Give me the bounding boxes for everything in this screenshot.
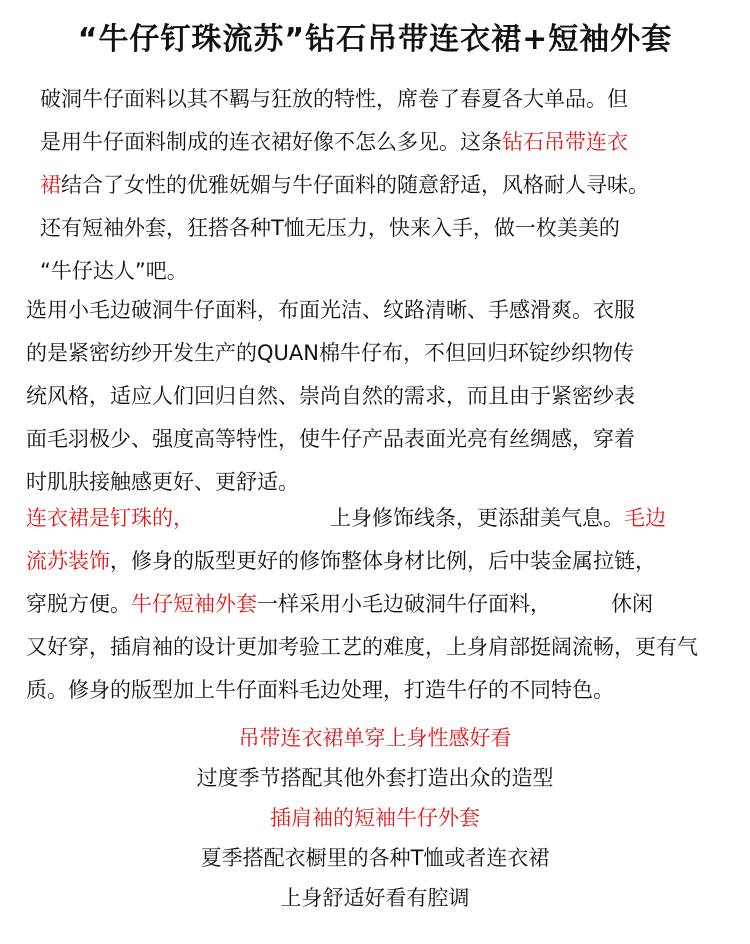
design-line-3 xyxy=(26,583,698,626)
fabric-line-2: 的是紧密纺纱开发生产的QUAN棉牛仔布，不但回归环锭纱织物传 xyxy=(26,341,634,365)
design-line-2 xyxy=(26,540,698,583)
fabric-line-5: 时肌肤接触感更好、更舒适。 xyxy=(26,470,299,494)
intro-line-5: “牛仔达人”吧。 xyxy=(40,259,188,283)
summary-block xyxy=(0,718,750,918)
fabric-line-3: 统风格，适应人们回归自然、崇尚自然的需求，而且由于紧密纱表 xyxy=(26,384,635,408)
design-line-2-highlight: 流苏装饰 xyxy=(26,549,110,573)
summary-line-1: 吊带连衣裙单穿上身性感好看 xyxy=(238,726,512,750)
design-line-5: 质。修身的版型加上牛仔面料毛边处理，打造牛仔的不同特色。 xyxy=(26,678,614,702)
design-line-4: 又好穿，插肩袖的设计更加考验工艺的难度，上身肩部挺阔流畅，更有气 xyxy=(26,635,698,659)
summary-line-3: 插肩袖的短袖牛仔外套 xyxy=(270,806,480,830)
fabric-paragraph xyxy=(26,289,635,504)
intro-line-2-highlight: 钻石吊带连衣 xyxy=(502,130,628,154)
design-line-3-text-c: 休闲 xyxy=(611,592,653,616)
design-line-1 xyxy=(26,497,698,540)
design-paragraph xyxy=(26,497,698,712)
page-title: “牛仔钉珠流苏”钻石吊带连衣裙+短袖外套 xyxy=(77,22,673,57)
intro-line-2-text: 是用牛仔面料制成的连衣裙好像不怎么多见。这条 xyxy=(40,130,502,154)
intro-line-3-text: 结合了女性的优雅妩媚与牛仔面料的随意舒适，风格耐人寻味。 xyxy=(61,173,649,197)
intro-line-1: 破洞牛仔面料以其不羁与狂放的特性，席卷了春夏各大单品。但 xyxy=(40,87,628,111)
summary-line-2: 过度季节搭配其他外套打造出众的造型 xyxy=(196,766,554,790)
design-line-3-text-a: 穿脱方便。 xyxy=(26,592,131,616)
summary-line-5: 上身舒适好看有腔调 xyxy=(280,886,470,910)
intro-line-2 xyxy=(40,121,649,164)
intro-line-4: 还有短袖外套，狂搭各种T恤无压力，快来入手，做一枚美美的 xyxy=(40,216,620,240)
design-line-1-text: 上身修饰线条，更添甜美气息。 xyxy=(330,506,624,530)
intro-paragraph xyxy=(40,78,649,293)
fabric-line-1: 选用小毛边破洞牛仔面料，布面光洁、纹路清晰、手感滑爽。衣服 xyxy=(26,298,635,322)
design-line-3-highlight: 牛仔短袖外套 xyxy=(131,592,257,616)
design-line-2-text: ，修身的版型更好的修饰整体身材比例，后中装金属拉链， xyxy=(110,549,656,573)
fabric-line-4: 面毛羽极少、强度高等特性，使牛仔产品表面光亮有丝绸感，穿着 xyxy=(26,427,635,451)
design-line-1-highlight-2: 毛边 xyxy=(624,506,666,530)
intro-line-3-highlight: 裙 xyxy=(40,173,61,197)
summary-line-4: 夏季搭配衣橱里的各种T恤或者连衣裙 xyxy=(200,846,550,870)
design-line-3-text-b: 一样采用小毛边破洞牛仔面料， xyxy=(257,592,551,616)
design-line-1-highlight: 连衣裙是钉珠的， xyxy=(26,506,194,530)
intro-line-3 xyxy=(40,164,649,207)
